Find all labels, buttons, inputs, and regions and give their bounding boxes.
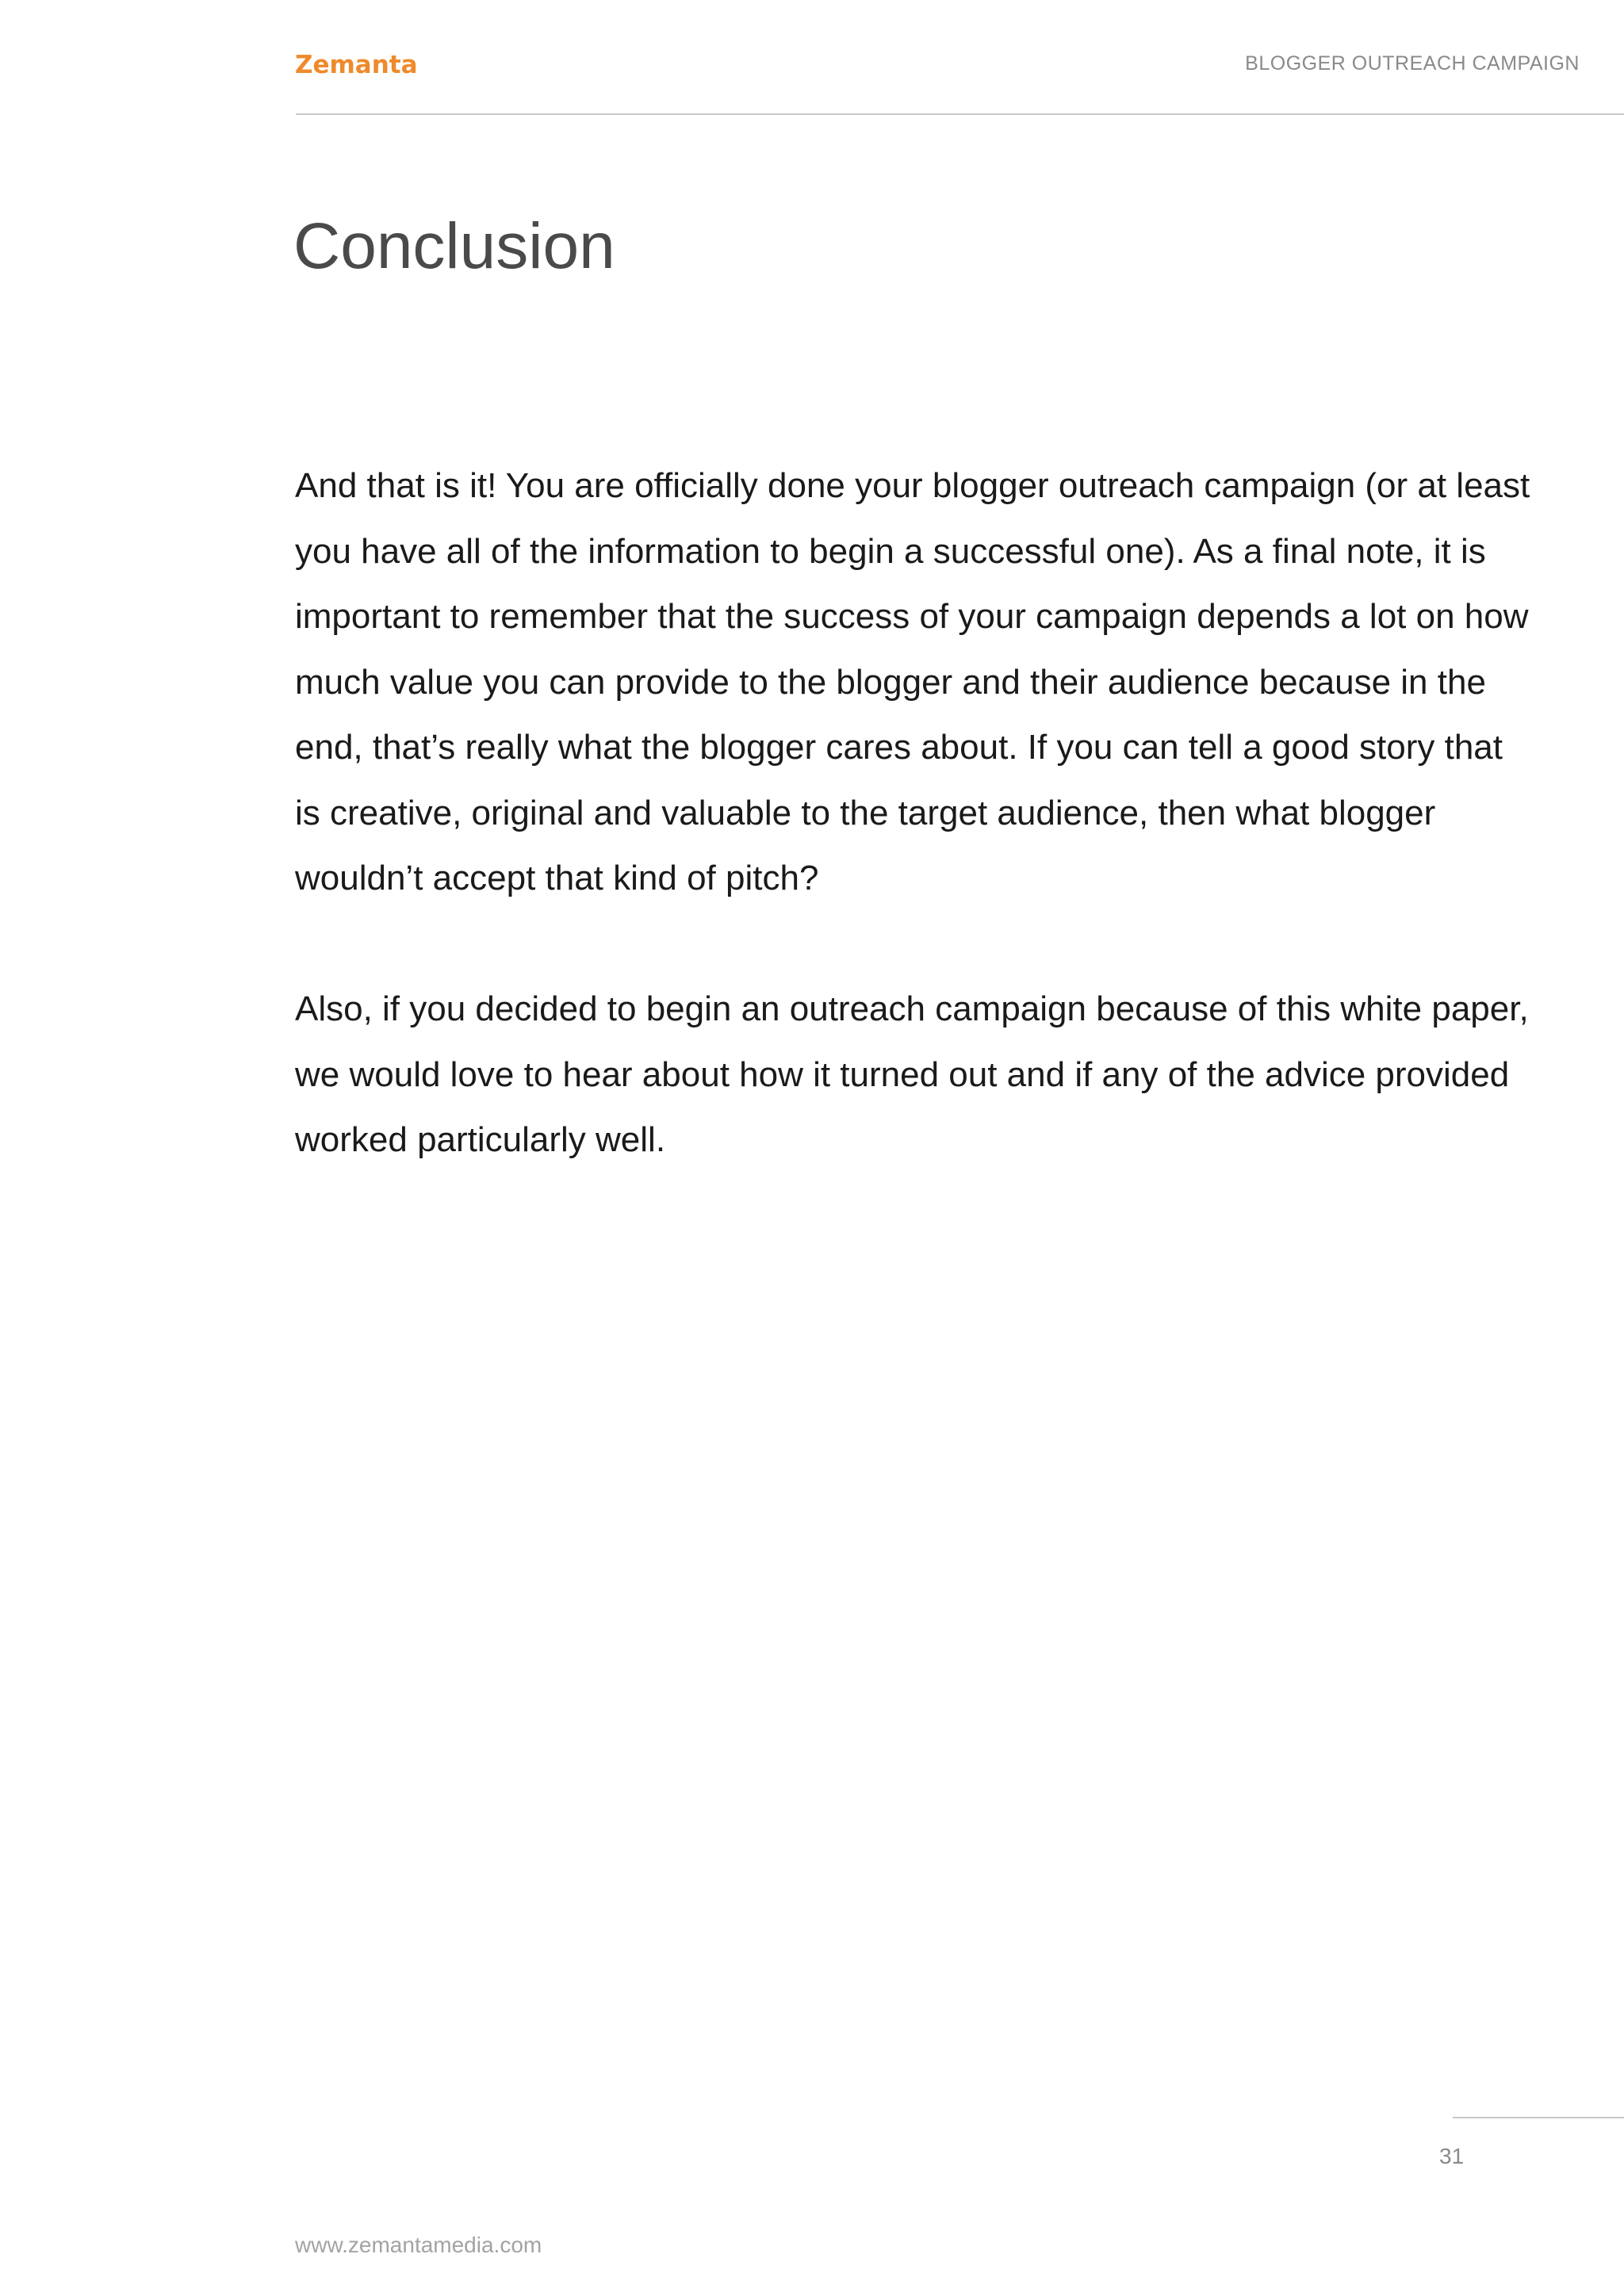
footer-url: www.zemantamedia.com [295, 2233, 542, 2257]
header-divider [296, 113, 1624, 115]
paragraph: Also, if you decided to begin an outreach campaign because of this white paper, we would love to hear about how it turned out and if any of the advice provided worked particularly well. [295, 989, 1529, 1159]
brand-logo: Zemanta [295, 51, 418, 79]
paragraph: And that is it! You are officially done your blogger outreach campaign (or at least you have all of the information to begin a successful one). As a final note, it is important to remember that the success of your campaign depends a lot on how much value you can provide to the blogger and their audience because in the end, that’s really what the blogger cares about. If you can tell a good story that is creative, original and valuable to the target audience, then what blogger wouldn’t accept that kind of pitch? [295, 466, 1530, 897]
page-number: 31 [1439, 2144, 1465, 2168]
document-title: BLOGGER OUTREACH CAMPAIGN [1245, 52, 1580, 75]
body-content [295, 453, 1532, 1173]
footer-divider [1453, 2117, 1624, 2118]
page-title: Conclusion [293, 210, 615, 282]
